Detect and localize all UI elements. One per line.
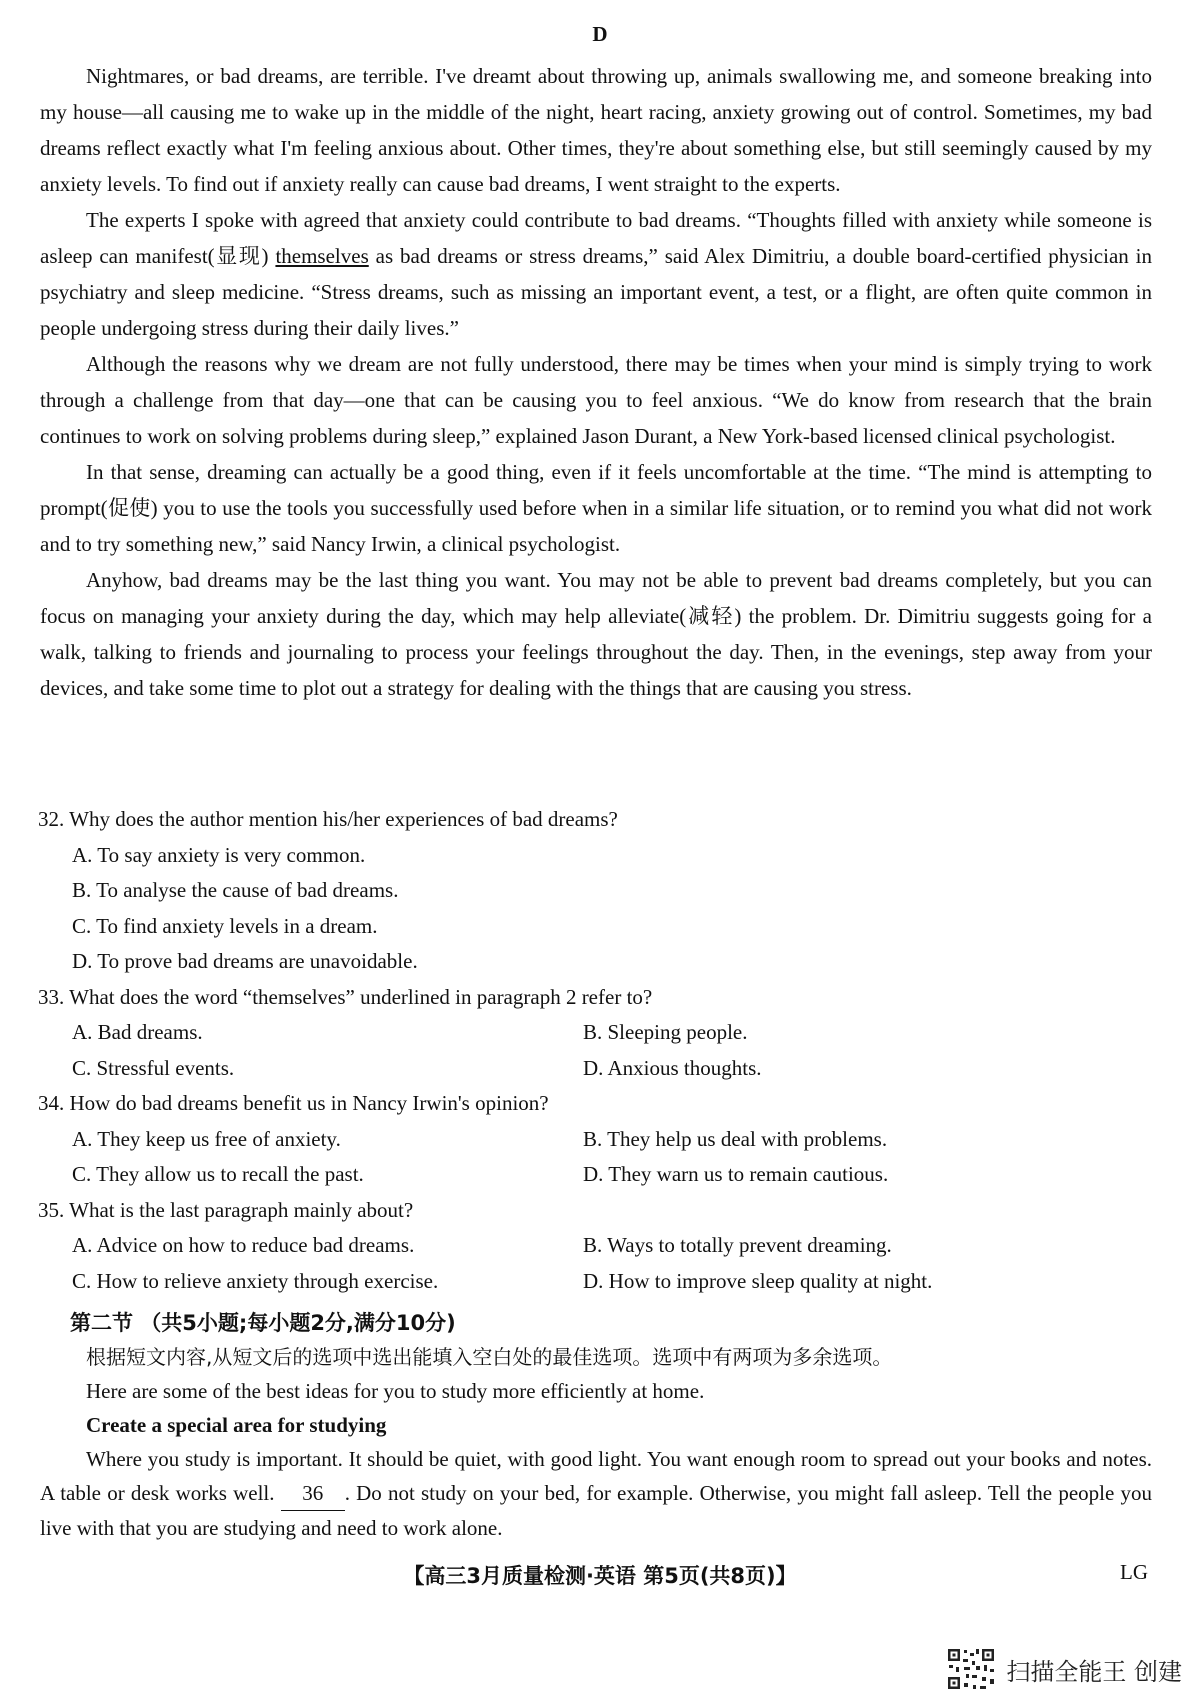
passage-paragraph-1: Nightmares, or bad dreams, are terrible. I've dreamt about throwing up, animals swallowing me, and someone breaking into my house—all causing me to wake up in the middle of the night, heart racing, anxiety growing out of control. Sometimes, my bad dreams reflect exactly what I'm feeling anxious about. Other times, they're about something else, but still seemingly caused by my anxiety levels. To find out if anxiety really can cause bad dreams, I went straight to the experts. xyxy=(40,64,1152,196)
footer-code: LG xyxy=(1120,1560,1148,1584)
qr-code-icon xyxy=(946,1647,996,1691)
question-32-option-b: B. To analyse the cause of bad dreams. xyxy=(72,878,399,902)
part-two-text-before: Where you study is important. It should be quiet, with good light. You want enough room to spread out your books and notes. A table or desk works well. xyxy=(40,1447,1152,1505)
question-33-option-a: A. Bad dreams. xyxy=(72,1020,203,1044)
section-letter: D xyxy=(592,22,608,46)
part-two-paragraph xyxy=(40,1442,1152,1545)
part-two-title: 第二节 （共5小题;每小题2分,满分10分) xyxy=(70,1311,456,1335)
part-two-subheading: Create a special area for studying xyxy=(86,1413,387,1437)
question-32-stem: 32. Why does the author mention his/her experiences of bad dreams? xyxy=(38,807,618,831)
question-35-option-b: B. Ways to totally prevent dreaming. xyxy=(583,1233,892,1257)
underlined-word: themselves xyxy=(275,244,369,268)
paragraph-2-text-after: as bad dreams or stress dreams,” said Alex Dimitriu, a double board-certified physician in psychiatry and sleep medicine. “Stress dreams, such as missing an important event, a test, or a flight, are often quite common in people undergoing stress during their daily lives.” xyxy=(40,244,1152,340)
question-35-option-c: C. How to relieve anxiety through exercise. xyxy=(72,1268,439,1293)
question-32-option-a: A. To say anxiety is very common. xyxy=(72,842,366,867)
question-33-option-c: C. Stressful events. xyxy=(72,1055,235,1080)
part-two-intro: Here are some of the best ideas for you to study more efficiently at home. xyxy=(86,1379,705,1403)
question-35-options xyxy=(72,1228,1152,1299)
question-34-stem: 34. How do bad dreams benefit us in Nancy Irwin's opinion? xyxy=(38,1091,549,1115)
part-two-instruction: 根据短文内容,从短文后的选项中选出能填入空白处的最佳选项。选项中有两项为多余选项。 xyxy=(86,1345,893,1369)
passage-paragraph-3: Although the reasons why we dream are not fully understood, there may be times when your mind is simply trying to work through a challenge from that day—one that can be causing you to feel anxious. “We do know from research that the brain continues to work on solving problems during sleep,” explained Jason Durant, a New York-based licensed clinical psychologist. xyxy=(40,352,1152,448)
question-32-option-c: C. To find anxiety levels in a dream. xyxy=(72,913,378,938)
question-33-option-d: D. Anxious thoughts. xyxy=(583,1055,762,1080)
watermark-text: 扫描全能王 创建 xyxy=(1006,1657,1182,1686)
question-34-option-a: A. They keep us free of anxiety. xyxy=(72,1126,341,1151)
part-two-section xyxy=(40,1306,1152,1545)
paragraph-2-text-before: The experts I spoke with agreed that anxiety could contribute to bad dreams. “Thoughts filled with anxiety while someone is asleep can manifest(显现) xyxy=(40,208,1152,268)
footer-page-info: 【高三3月质量检测·英语 第5页(共8页)】 xyxy=(403,1564,797,1588)
scanner-watermark xyxy=(946,1647,1182,1691)
question-33-stem: 33. What does the word “themselves” underlined in paragraph 2 refer to? xyxy=(38,984,653,1009)
question-34-options xyxy=(72,1122,1152,1193)
reading-passage xyxy=(40,58,1152,706)
passage-paragraph-4: In that sense, dreaming can actually be a good thing, even if it feels uncomfortable at the time. “The mind is attempting to prompt(促使) you to use the tools you successfully used before when in a similar life situation, or to remind you what did not work and to try something new,” said Nancy Irwin, a clinical psychologist. xyxy=(40,460,1152,556)
part-two-text-after: . Do not study on your bed, for example. Otherwise, you might fall asleep. Tell the people you live with that you are studying and need to work alone. xyxy=(40,1481,1152,1540)
passage-paragraph-5: Anyhow, bad dreams may be the last thing you want. You may not be able to prevent bad dreams completely, but you can focus on managing your anxiety during the day, which may help alleviate(减轻) the problem. Dr. Dimitriu suggests going for a walk, talking to friends and journaling to process your feelings throughout the day. Then, in the evenings, step away from your devices, and take some time to plot out a strategy for dealing with the things that are causing you stress. xyxy=(40,568,1152,700)
question-33-option-b: B. Sleeping people. xyxy=(583,1020,748,1044)
question-32-option-d: D. To prove bad dreams are unavoidable. xyxy=(72,949,418,973)
passage-paragraph-2 xyxy=(40,202,1152,346)
question-33-options xyxy=(72,1015,1152,1086)
question-35-option-d: D. How to improve sleep quality at night. xyxy=(583,1268,933,1293)
question-34-option-d: D. They warn us to remain cautious. xyxy=(583,1162,889,1186)
blank-36: 36 xyxy=(281,1476,345,1511)
question-list xyxy=(38,802,1152,1299)
question-35-stem: 35. What is the last paragraph mainly about? xyxy=(38,1197,414,1222)
question-34-option-b: B. They help us deal with problems. xyxy=(583,1126,888,1151)
question-35-option-a: A. Advice on how to reduce bad dreams. xyxy=(72,1233,415,1257)
page-footer xyxy=(0,1560,1200,1600)
question-34-option-c: C. They allow us to recall the past. xyxy=(72,1162,364,1186)
